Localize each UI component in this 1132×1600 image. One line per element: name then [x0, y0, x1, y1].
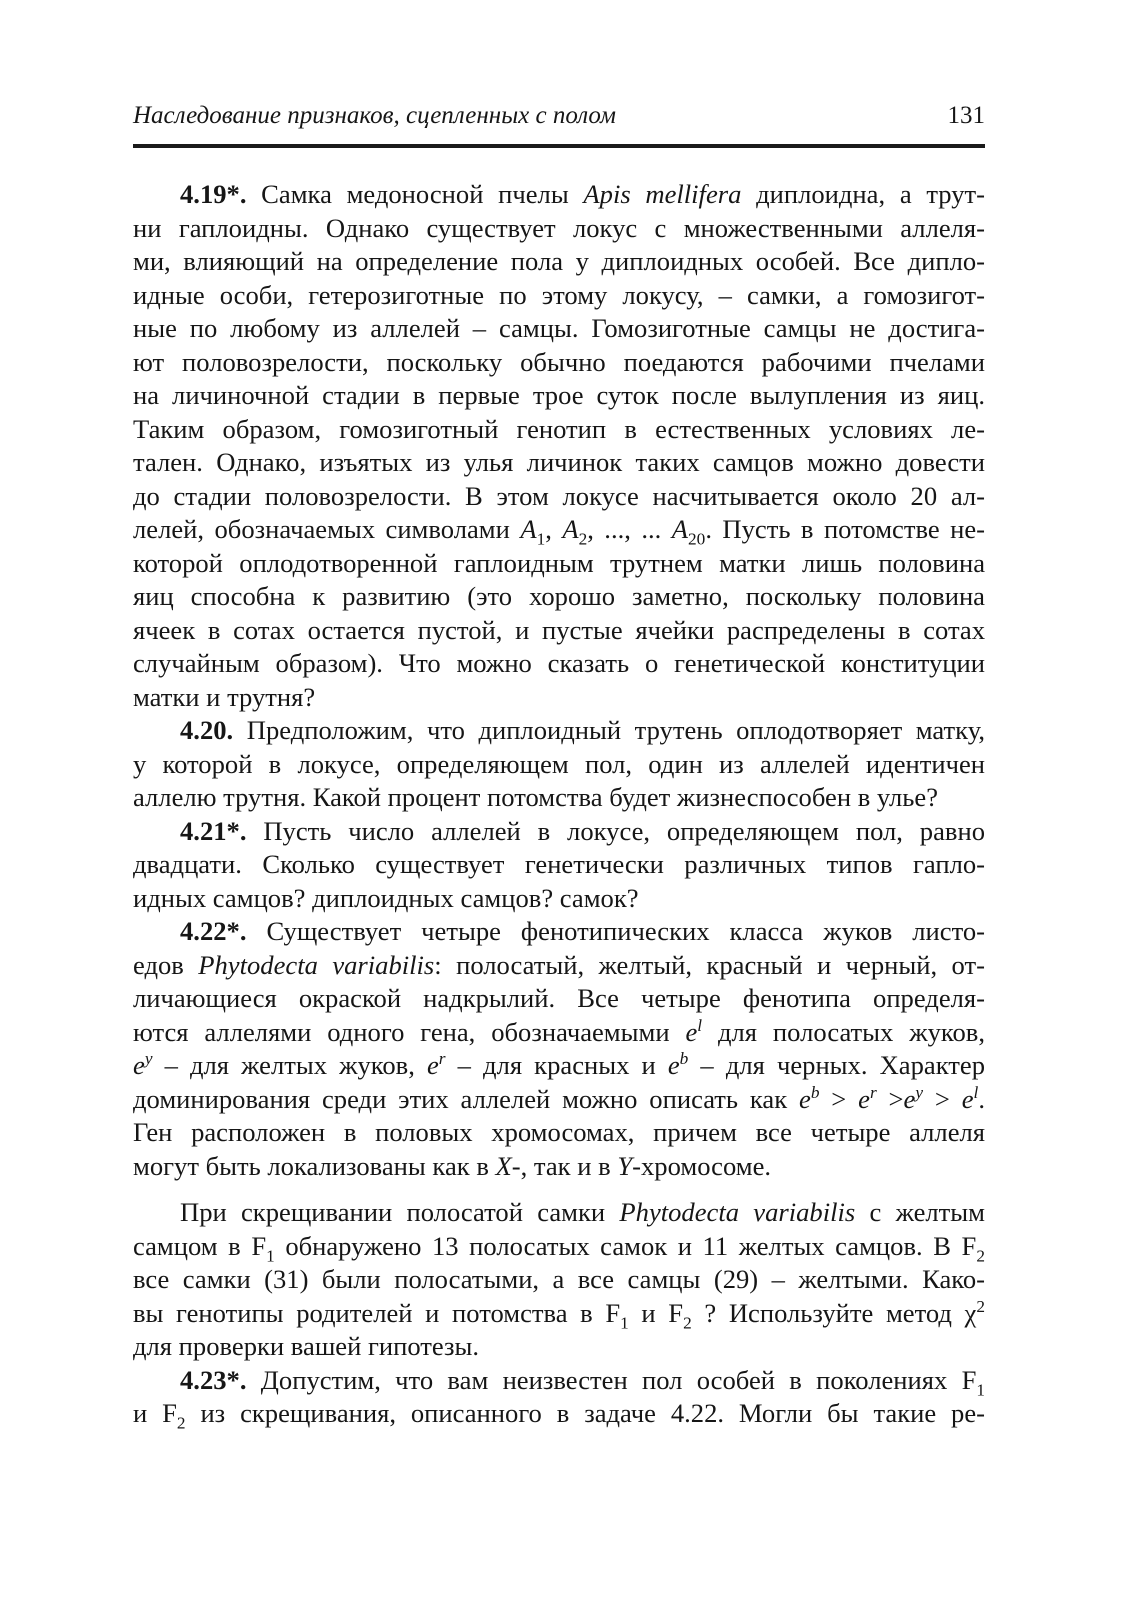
problem-number: 4.20.	[180, 715, 234, 745]
problem-4-20: 4.20. Предположим, что диплоидный трутень оплодотворяет матку, у которой в локусе, определяющем пол, один из аллелей идентичен аллелю трутня. Какой процент потомства будет жизнеспособен в улье?	[133, 715, 985, 812]
problem-number: 4.22*.	[180, 916, 247, 946]
problem-4-19: 4.19*. Самка медоносной пчелы Apis mellifera диплоидна, а трут- ни гаплоидны. Однако существует локус с множественными аллеля- ми, влияющий на определение пола у диплоидных особей. Все дипло- идные особи, гетерозиготные по этому локусу, – самки, а гомозигот- ные по любому из аллелей – самцы. Гомозиготные самцы не достига- ют половозрелости, поскольку обычно поедаются рабочими пчелами на личиночной стадии в первые трое суток после вылупления из яиц. Таким образом, гомозиготный генотип в естественных условиях ле- тален. Однако, изъятых из улья личинок таких самцов можно довести до стадии половозрелости. В этом локусе насчитывается около 20 ал- лелей, обозначаемых символами $A_1$, $A_2$, ..., ... $A_{20}$. Пусть в потомстве не- которой оплодотворенной гаплоидным трутнем матки лишь половина яиц способна к развитию (это хорошо заметно, поскольку половина ячеек в сотах остается пустой, и пустые ячейки распределены в сотах случайным образом). Что можно сказать о генетической конституции матки и трутня?	[133, 179, 986, 712]
header-rule	[133, 144, 985, 148]
problem-4-21: 4.21*. Пусть число аллелей в локусе, определяющем пол, равно двадцати. Сколько существует генетически различных типов гапло- идных самцов? диплоидных самцов? самок?	[133, 815, 985, 913]
species-name: Phytodecta variabilis	[619, 1197, 856, 1227]
problem-4-22-cross: При скрещивании полосатой самки Phytodecta variabilis с желтым самцом в $F_1$ обнаружено 13 полосатых самок и 11 желтых самцов. В $F_2$ все самки (31) были полосатыми, а все самцы (29) – желтыми. Како- вы генотипы родителей и потомства в $F_1$ и $F_2$ ? Используйте метод $\chi^2$ для проверки вашей гипотезы.	[133, 1197, 986, 1361]
chapter-title: Наследование признаков, сцепленных с полом	[133, 102, 616, 129]
page-number: 131	[947, 102, 985, 129]
running-header	[133, 102, 985, 142]
problem-4-23: 4.23*. Допустим, что вам неизвестен пол особей в поколениях $F_1$ и $F_2$ из скрещивания, описанного в задаче 4.22. Могли бы такие ре-	[133, 1364, 985, 1433]
problem-number: 4.23*.	[180, 1364, 247, 1395]
problem-number: 4.21*.	[180, 815, 247, 846]
body-text	[133, 178, 985, 1431]
species-name: Apis mellifera	[583, 179, 742, 209]
problem-number: 4.19*.	[180, 179, 247, 209]
species-name: Phytodecta variabilis	[198, 949, 435, 980]
problem-4-22: 4.22*. Существует четыре фенотипических класса жуков листо- едов Phytodecta variabilis: полосатый, желтый, красный и черный, от- личающиеся окраской надкрылий. Все четыре фенотипа определя- ются аллелями одного гена, обозначаемыми $e^l$ для полосатых жуков, $e^y$ – для желтых жуков, $e^r$ – для красных и $e^b$ – для черных. Характер доминирования среди этих аллелей можно описать как $e^b > e^r >e^y > e^l$. Ген расположен в половых хромосомах, причем все четыре аллеля могут быть локализованы как в X-, так и в Y-хромосоме.	[133, 916, 986, 1181]
